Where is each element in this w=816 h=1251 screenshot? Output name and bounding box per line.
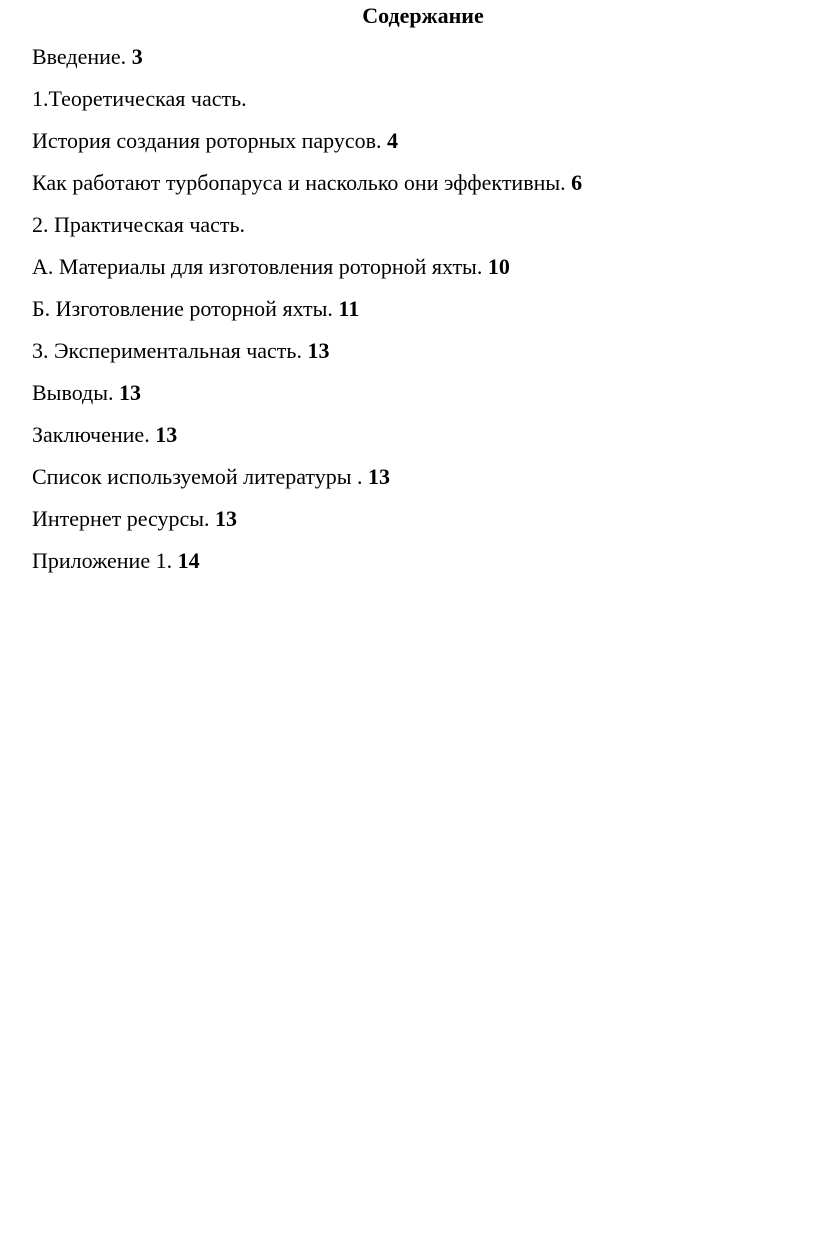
toc-entry-label: Заключение. <box>32 422 156 447</box>
toc-entry-label: Выводы. <box>32 380 120 405</box>
toc-entry-history <box>32 128 582 170</box>
toc-entry-page: 10 <box>487 254 510 279</box>
toc-entry-page: 4 <box>387 128 399 153</box>
toc-entry-page: 14 <box>177 548 200 573</box>
toc-entry-conclusion <box>32 422 582 464</box>
toc-list <box>32 44 582 590</box>
toc-entry-page: 13 <box>368 464 391 489</box>
toc-entry-page: 11 <box>338 296 360 321</box>
toc-entry-label: Б. Изготовление роторной яхты. <box>32 296 339 321</box>
toc-entry-label: 1.Теоретическая часть. <box>32 86 247 111</box>
toc-entry-conclusions <box>32 380 582 422</box>
toc-entry-label: 3. Экспериментальная часть. <box>32 338 308 363</box>
toc-entry-theoretical-part <box>32 86 582 128</box>
toc-entry-appendix-1 <box>32 548 582 590</box>
toc-entry-label: 2. Практическая часть. <box>32 212 246 237</box>
toc-entry-label: Введение. <box>32 44 132 69</box>
toc-entry-label: Список используемой литературы . <box>32 464 369 489</box>
toc-entry-how-turbosails-work <box>32 170 582 212</box>
toc-entry-internet-resources <box>32 506 582 548</box>
toc-entry-label: А. Материалы для изготовления роторной яхты. <box>32 254 488 279</box>
toc-entry-experimental-part <box>32 338 582 380</box>
toc-entry-page: 13 <box>307 338 330 363</box>
toc-entry-label: История создания роторных парусов. <box>32 128 388 153</box>
toc-entry-manufacturing <box>32 296 582 338</box>
toc-entry-page: 6 <box>571 170 583 195</box>
toc-entry-materials <box>32 254 582 296</box>
toc-title: Содержание <box>362 3 484 28</box>
toc-entry-introduction <box>32 44 582 86</box>
toc-entry-label: Как работают турбопаруса и насколько они эффективны. <box>32 170 572 195</box>
toc-entry-page: 13 <box>155 422 178 447</box>
toc-entry-references <box>32 464 582 506</box>
toc-entry-label: Интернет ресурсы. <box>32 506 216 531</box>
toc-entry-page: 13 <box>215 506 238 531</box>
toc-entry-practical-part <box>32 212 582 254</box>
toc-entry-page: 13 <box>119 380 142 405</box>
toc-entry-page: 3 <box>131 44 143 69</box>
toc-entry-label: Приложение 1. <box>32 548 178 573</box>
